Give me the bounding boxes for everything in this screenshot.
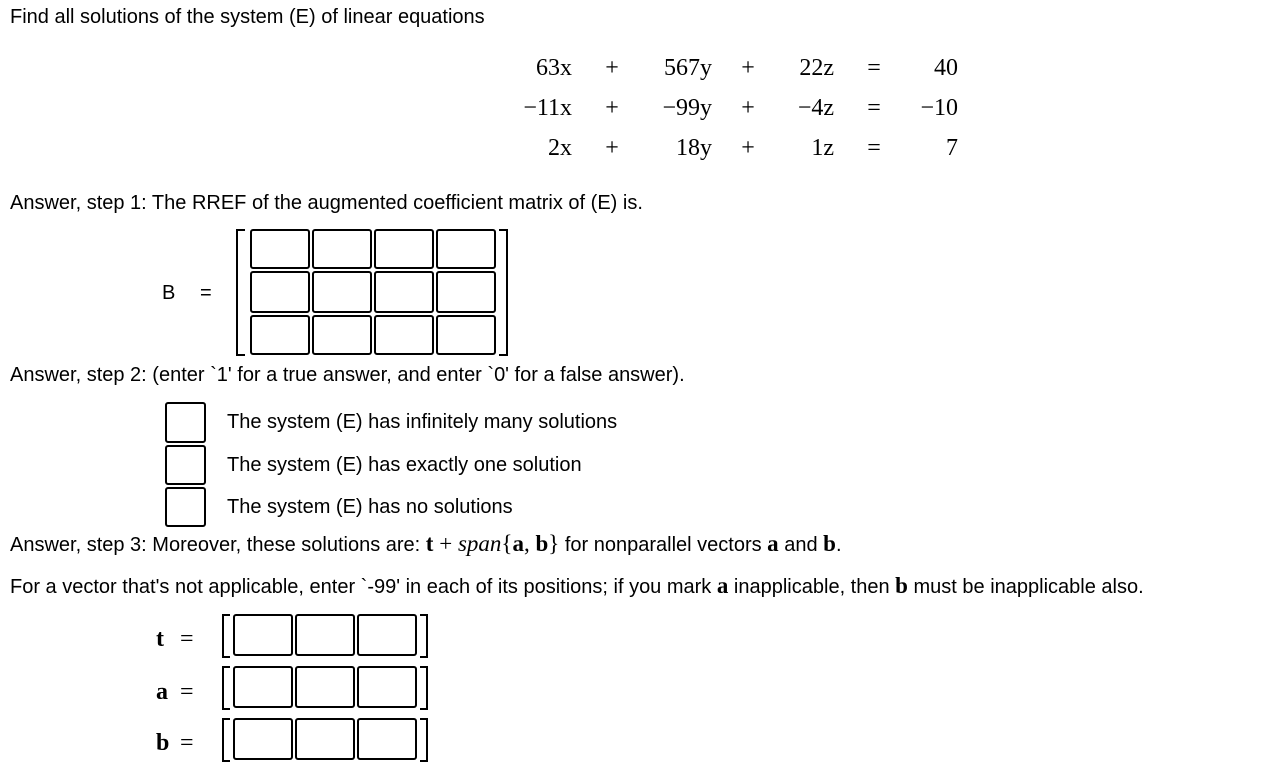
vector-b-right-bracket [420, 718, 428, 762]
matrix-cell-r1c1[interactable] [250, 229, 310, 269]
step2-label: Answer, step 2: (enter `1' for a true answer, and enter `0' for a false answer). [10, 364, 685, 386]
vector-a-input-2[interactable] [297, 668, 353, 706]
vector-t-cell-2[interactable] [295, 614, 355, 656]
eq1-z-term: 22z [799, 55, 834, 81]
formula-t: t [425, 531, 434, 556]
matrix-cell-r3c2[interactable] [312, 315, 372, 355]
vector-t-cell-3[interactable] [357, 614, 417, 656]
formula-comma: , [523, 531, 536, 556]
matrix-input-r2c4[interactable] [438, 273, 494, 311]
infinite-solutions-label: The system (E) has infinitely many solutions [227, 411, 618, 433]
matrix-cell-r2c3[interactable] [374, 271, 434, 313]
vector-t-input-1[interactable] [235, 616, 291, 654]
matrix-cell-r2c1[interactable] [250, 271, 310, 313]
no-solutions-label: The system (E) has no solutions [227, 496, 513, 518]
vector-b-equals: = [180, 730, 194, 756]
step1-label: Answer, step 1: The RREF of the augmented coefficient matrix of (E) is. [10, 192, 643, 214]
formula-open-brace: { [501, 531, 513, 556]
suffix-and: and [778, 534, 824, 556]
matrix-input-r2c2[interactable] [314, 273, 370, 311]
formula-span: span [457, 531, 502, 556]
eq2-equals: = [867, 95, 881, 121]
eq1-equals: = [867, 55, 881, 81]
no-solutions-input[interactable] [167, 489, 204, 525]
suffix-b: b [823, 531, 836, 556]
problem-prompt: Find all solutions of the system (E) of linear equations [10, 6, 485, 28]
matrix-input-r1c4[interactable] [438, 231, 494, 267]
note-b: b [895, 573, 908, 598]
note-part-1: For a vector that's not applicable, enter `-99' in each of its positions; if you mark [10, 576, 717, 598]
vector-b-left-bracket [222, 718, 230, 762]
matrix-right-bracket [499, 229, 508, 356]
infinite-solutions-input[interactable] [167, 404, 204, 441]
one-solution-label: The system (E) has exactly one solution [227, 454, 582, 476]
eq3-rhs: 7 [946, 135, 958, 161]
vector-b-cell-3[interactable] [357, 718, 417, 760]
matrix-cell-r2c4[interactable] [436, 271, 496, 313]
one-solution-input[interactable] [167, 447, 204, 483]
eq1-plus-1: + [605, 55, 619, 81]
matrix-input-r3c1[interactable] [252, 317, 308, 353]
eq3-z-term: 1z [811, 135, 834, 161]
vector-a-left-bracket [222, 666, 230, 710]
vector-t-right-bracket [420, 614, 428, 658]
suffix-a: a [767, 531, 779, 556]
infinite-solutions-input-box[interactable] [165, 402, 206, 443]
matrix-cell-r1c3[interactable] [374, 229, 434, 269]
vector-b-cell-1[interactable] [233, 718, 293, 760]
vector-t-equals: = [180, 626, 194, 652]
step3-note [10, 574, 1144, 599]
eq2-plus-1: + [605, 95, 619, 121]
eq1-rhs: 40 [934, 55, 958, 81]
step3-prefix: Answer, step 3: Moreover, these solutions are: [10, 534, 421, 556]
vector-a-cell-2[interactable] [295, 666, 355, 708]
vector-b-cell-2[interactable] [295, 718, 355, 760]
matrix-cell-r1c2[interactable] [312, 229, 372, 269]
eq2-z-term: −4z [797, 95, 834, 121]
eq1-plus-2: + [741, 55, 755, 81]
vector-a-name: a [156, 679, 168, 705]
matrix-b-equals: = [200, 282, 212, 304]
step3-suffix: for nonparallel vectors [559, 534, 768, 556]
formula-close-brace: } [548, 531, 560, 556]
matrix-input-r2c3[interactable] [376, 273, 432, 311]
matrix-input-r3c4[interactable] [438, 317, 494, 353]
note-a: a [716, 573, 729, 598]
matrix-left-bracket [236, 229, 245, 356]
vector-a-right-bracket [420, 666, 428, 710]
vector-a-equals: = [180, 679, 194, 705]
matrix-cell-r3c3[interactable] [374, 315, 434, 355]
vector-a-cell-3[interactable] [357, 666, 417, 708]
one-solution-input-box[interactable] [165, 445, 206, 485]
note-part-3: must be inapplicable also. [907, 576, 1144, 598]
matrix-input-r3c2[interactable] [314, 317, 370, 353]
eq2-y-term: −99y [662, 95, 712, 121]
eq3-y-term: 18y [676, 135, 712, 161]
matrix-input-r1c1[interactable] [252, 231, 308, 267]
eq2-x-term: −11x [523, 95, 572, 121]
vector-a-cell-1[interactable] [233, 666, 293, 708]
matrix-cell-r1c4[interactable] [436, 229, 496, 269]
vector-t-input-3[interactable] [359, 616, 415, 654]
formula-a: a [512, 531, 524, 556]
eq3-equals: = [867, 135, 881, 161]
matrix-input-r1c2[interactable] [314, 231, 370, 267]
eq3-plus-1: + [605, 135, 619, 161]
vector-t-left-bracket [222, 614, 230, 658]
vector-b-input-3[interactable] [359, 720, 415, 758]
step3-label [10, 532, 842, 557]
no-solutions-input-box[interactable] [165, 487, 206, 527]
matrix-input-r3c3[interactable] [376, 317, 432, 353]
vector-t-input-2[interactable] [297, 616, 353, 654]
eq2-rhs: −10 [920, 95, 958, 121]
eq3-x-term: 2x [548, 135, 572, 161]
matrix-cell-r3c4[interactable] [436, 315, 496, 355]
eq1-x-term: 63x [536, 55, 572, 81]
vector-b-input-1[interactable] [235, 720, 291, 758]
suffix-end: . [835, 534, 842, 556]
eq3-plus-2: + [741, 135, 755, 161]
matrix-cell-r2c2[interactable] [312, 271, 372, 313]
formula-plus: + [433, 531, 458, 556]
matrix-input-r2c1[interactable] [252, 273, 308, 311]
vector-b-name: b [156, 730, 170, 756]
eq1-y-term: 567y [664, 55, 712, 81]
matrix-input-r1c3[interactable] [376, 231, 432, 267]
vector-a-input-3[interactable] [359, 668, 415, 706]
formula-b: b [535, 531, 549, 556]
note-part-2: inapplicable, then [728, 576, 896, 598]
matrix-cell-r3c1[interactable] [250, 315, 310, 355]
matrix-b-name: B [162, 282, 176, 304]
vector-t-name: t [156, 626, 164, 652]
vector-t-cell-1[interactable] [233, 614, 293, 656]
eq2-plus-2: + [741, 95, 755, 121]
vector-a-input-1[interactable] [235, 668, 291, 706]
vector-b-input-2[interactable] [297, 720, 353, 758]
